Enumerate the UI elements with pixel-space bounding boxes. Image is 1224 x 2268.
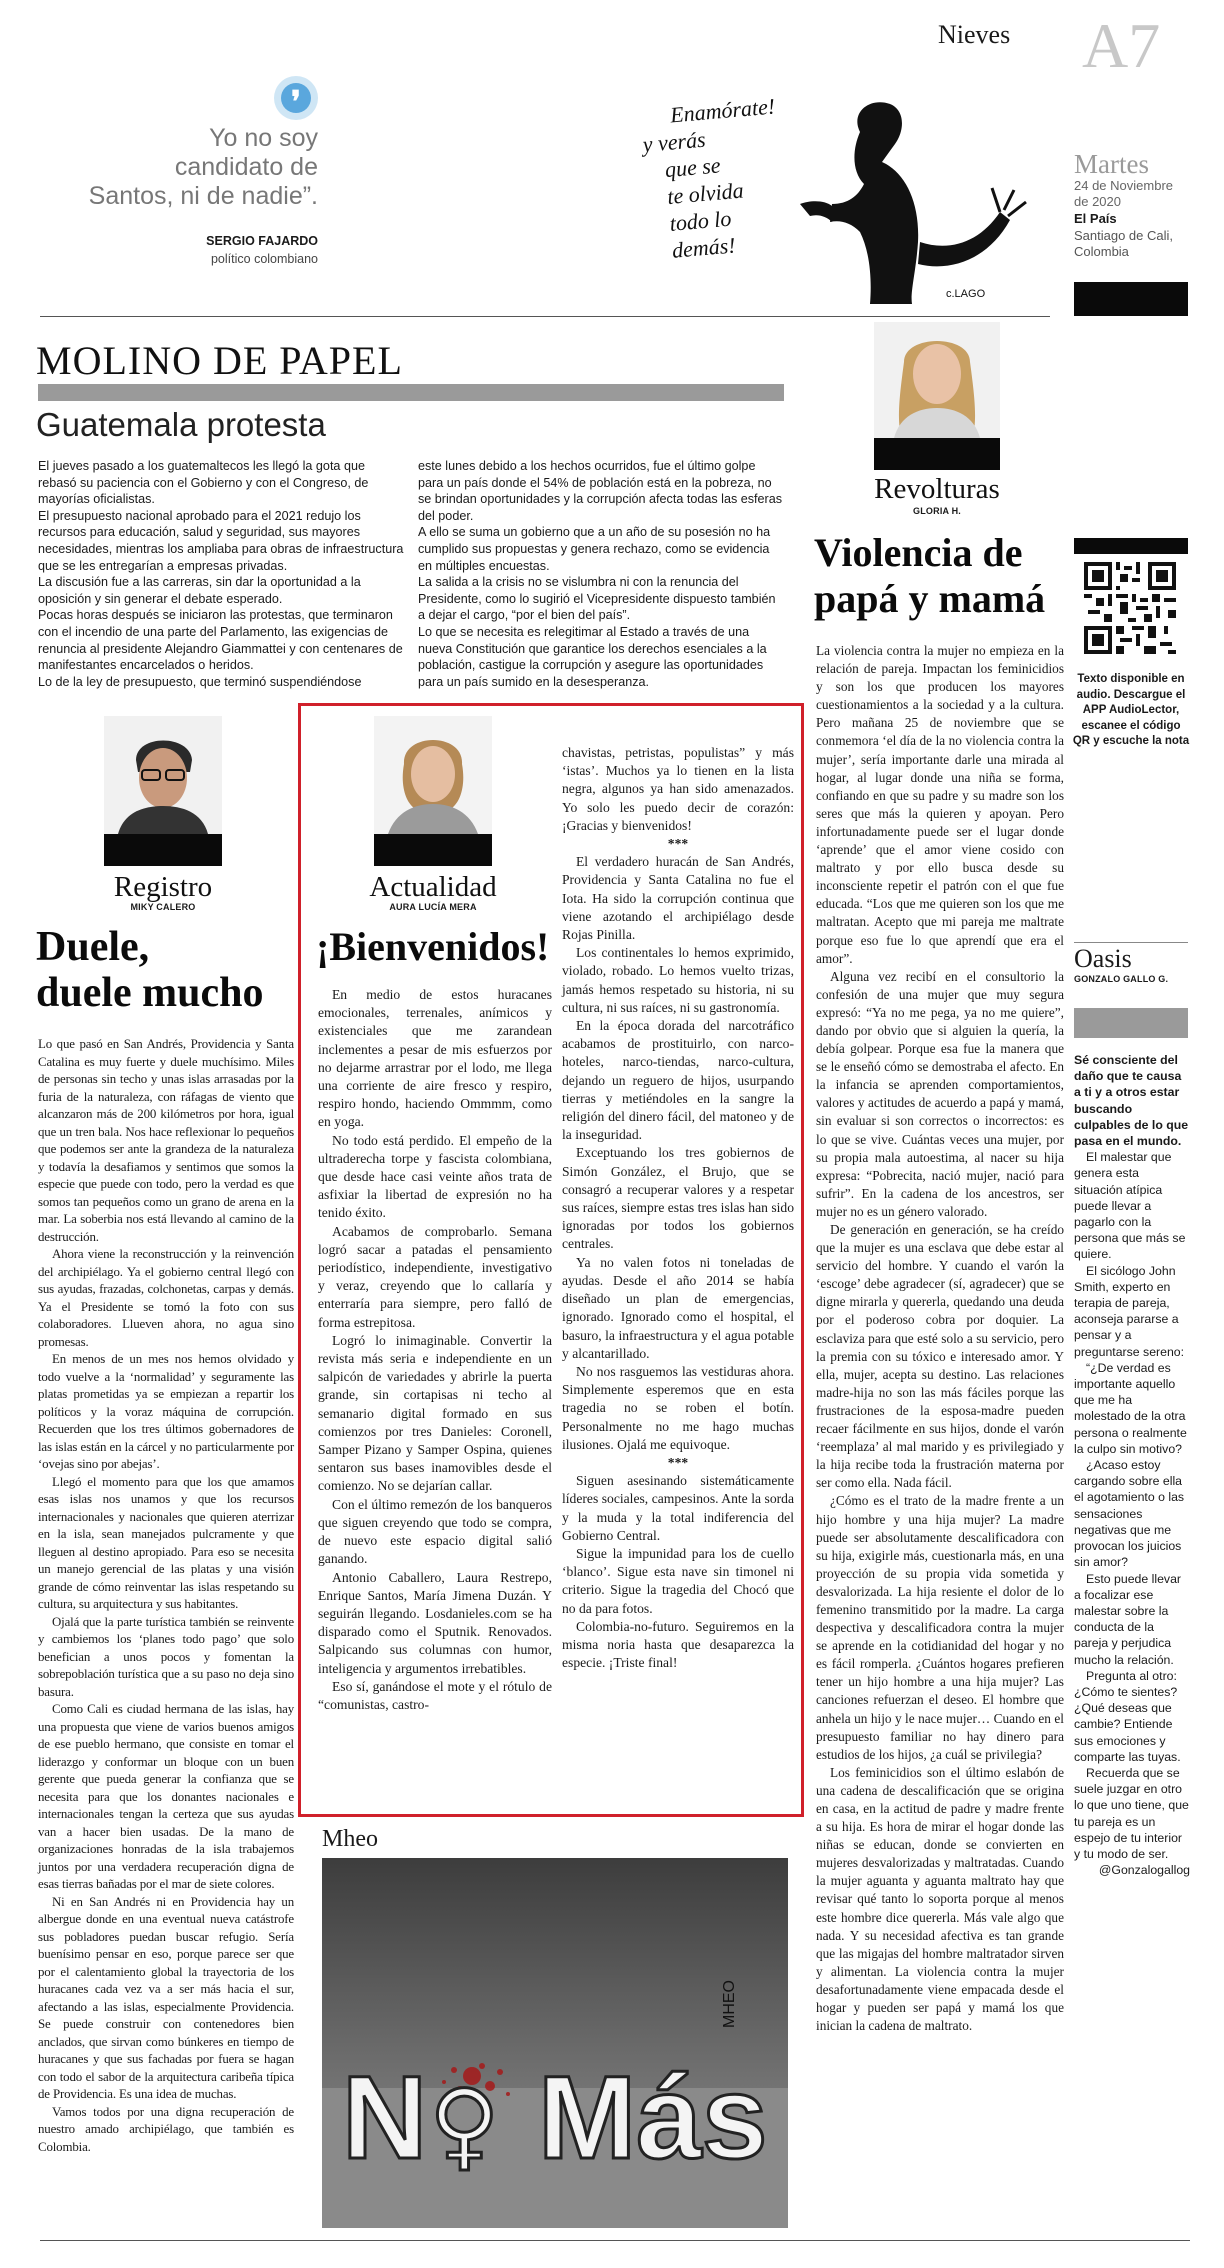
oasis-p: Recuerda que se suele juzgar en otro lo que uno tiene, que tu pareja es un espejo de tu interior y tu modo de ser.: [1074, 1765, 1189, 1861]
oasis-handle: @Gonzalogallog: [1098, 1863, 1190, 1878]
header-divider: [40, 316, 1050, 317]
mheo-cartoon: [322, 1858, 788, 2228]
actualidad-p: Exceptuando los tres gobiernos de Simón González, el Brujo, que se consagró a recuperar valores y a respetar sus raíces, siempre estas tres islas han sido ignoradas por todos los gobiernos centrales.: [562, 1145, 794, 1252]
oasis-p: ¿Acaso estoy cargando sobre ella el agotamiento o las sensaciones negativas que me provocan los juicios sin amor?: [1074, 1458, 1185, 1570]
actualidad-p: Los continentales lo hemos exprimido, violado, robado. Lo hemos vuelto trizas, jamás hemos respetado su historia, ni su cultura, ni sus raíces, ni su gastronomía.: [562, 945, 794, 1015]
actualidad-p: Antonio Caballero, Laura Restrepo, Enrique Santos, María Jimena Duzán. Y seguirán llegando. Losdanieles.com se ha disparado como el Sputnik. Renovados. Salpicando sus columnas con humor, inteligencia y argumentos irrebatibles.: [318, 1569, 552, 1676]
actualidad-p: No nos rasguemos las vestiduras ahora. Simplemente esperemos que en esta tragedia no se roben el botín. Personalmente no me hago muchas ilusiones. Ojalá me equivoque.: [562, 1363, 794, 1452]
molino-p: Lo que se necesita es relegitimar al Estado a través de una nueva Constitución que garantice los derechos esenciales a la población, castigue la corrupción y asegure las oportunidades para un país sumido en la desesperanza.: [418, 624, 767, 689]
registro-p: Vamos todos por una digna recuperación de nuestro amado archipiélago, que también es Colombia.: [38, 2104, 294, 2154]
section-separator: ***: [667, 836, 689, 852]
molino-p: este lunes debido a los hechos ocurridos, fue el último golpe para un país donde el 54% de población está en la pobreza, no se brindan oportunidades y la corrupción afecta todas las esferas del poder.: [418, 459, 783, 523]
actualidad-p: Siguen asesinando sistemáticamente líderes sociales, campesinos. Ante la sorda y la muda y la total indiferencia del Gobierno Central.: [562, 1473, 794, 1543]
oasis-column-name: Oasis: [1074, 944, 1132, 973]
molino-p: El presupuesto nacional aprobado para el 2021 redujo los recursos para educación, salud y seguridad, sus mayores necesidades, mientras los ampliaba para obras de infraestructura que se les entregarían a empresas privadas.: [38, 508, 404, 573]
aura-photo-bar: [374, 834, 492, 866]
revolturas-p: La violencia contra la mujer no empieza en la relación de pareja. Impactan los feminicidios y son los que producen los mayores cuestionamientos a la sociedad y a la cultura. Pero mañana 25 de noviembre que se conmemora ‘el día de la no violencia contra la mujer’, sería importante darle una mirada al hogar, al lugar donde una niña se forma, confiando en que su padre y su madre son los seres que más la quieren y apoyan. Pero infortunadamente puede ser el lugar donde ‘aprende’ que el amor viene cosido con maltrato y por ello busca desde su inconsciente repetir el patrón con el que fue educada. “Los que me quieren son los que me maltratan. Acepto que mi pareja me maltrate porque eso fue lo que aprendí que era el amor”.: [816, 643, 1064, 966]
actualidad-p: El verdadero huracán de San Andrés, Providencia y Santa Catalina no fue el Iota. Ha sido la corrupción continua que viene azotando el archipiélago desde Rojas Pinilla.: [562, 854, 794, 943]
cartoon-no-text: [342, 2052, 502, 2185]
molino-subtitle: Guatemala protesta: [36, 406, 326, 443]
actualidad-p: chavistas, petristas, populistas” y más ‘istas’. Muchos ya lo tienen en la lista negra, algunos ya han sido amenazados. Yo solo les puedo decir de corazón: ¡Gracias y bienvenidos!: [562, 745, 794, 833]
oasis-lead: Sé consciente del daño que te causa a ti y a otros estar buscando culpables de lo que pasa en el mundo.: [1074, 1053, 1189, 1149]
cartoon-line-5: todo lo: [668, 205, 733, 236]
registro-headline-2: duele mucho: [36, 970, 264, 1016]
actualidad-col-2: [562, 744, 794, 1672]
molino-col-2: [418, 458, 784, 690]
oasis-p: Pregunta al otro: ¿Cómo te sientes? ¿Qué deseas que cambie? Entiende sus emociones y comparte las tuyas.: [1074, 1668, 1181, 1764]
actualidad-p: Con el último remezón de los banqueros que siguen creyendo que todo se compra, de nuevo este espacio digital salió ganando.: [318, 1496, 552, 1567]
qr-code[interactable]: [1084, 562, 1176, 654]
cartoon-line-4: te olvida: [666, 177, 745, 210]
molino-p: La salida a la crisis no se vislumbra ni con la renuncia del Presidente, como lo sugirió el Vicepresidente dispuesto también a dejar el cargo, “por el bien del país”.: [418, 575, 776, 623]
molino-p: La discusión fue a las carreras, sin dar la oportunidad a la oposición y sin generar el debate esperado.: [38, 575, 361, 606]
revolturas-headline-1: Violencia de: [814, 530, 1023, 575]
miky-photo-bar: [104, 834, 222, 866]
molino-grey-bar: [38, 384, 784, 401]
newspaper-name: El País: [1074, 211, 1117, 226]
actualidad-p: Ya no valen fotos ni toneladas de ayudas. Desde el año 2014 se había diseñado un plan de emergencias, ignorado. Ignorado como el hospital, el basuro, la infraestructura y el agua potable y alcantarillado.: [562, 1254, 794, 1361]
actualidad-p: Eso sí, ganándose el mote y el rótulo de “comunistas, castro-: [318, 1678, 552, 1712]
footer-divider: [40, 2240, 1190, 2241]
registro-p: Ni en San Andrés ni en Providencia hay un albergue donde en una eventual nueva catástrofe sus pobladores puedan buscar refugio. Sería buenísimo pensar en eso, porque parece ser que por el calentamiento global la trayectoria de los huracanes cada vez va a ser más hacia el sur, afectando a las islas, especialmente Providencia. Se puede construir con contenedores bien anclados, que sirvan como búnkeres en tiempo de huracanes y que sus fachadas por fuera se hagan con todo el sabor de la arquitectura caribeña típica de Providencia. Es una idea de muchas.: [38, 1894, 294, 2101]
gloria-photo: [874, 322, 1000, 438]
revolturas-headline: [814, 530, 1064, 622]
cartoon-mas-text: Más: [538, 2052, 768, 2184]
quote-line-1: Yo no soy: [209, 124, 318, 152]
revolturas-column-name: Revolturas: [874, 473, 1000, 505]
quote-text: [40, 124, 318, 211]
registro-p: Como Cali es ciudad hermana de las islas, hay una propuesta que viene de varios buenos amigos de ese pueblo hermano, que consiste en tomar el liderazgo y conformar un bloque con un buen gerente que pueda generar la confianza que se necesita para que los donantes nacionales e internacionales tengan la certeza que sus ayudas van a hacer bien usadas. De la mano de organizaciones honradas de la isla trabajemos juntos por una verdadera recuperación digna de esas tierras bañadas por el mar de siete colores.: [38, 1702, 294, 1891]
revolturas-body: [816, 642, 1064, 2035]
date-black-bar: [1074, 282, 1188, 316]
oasis-author: GONZALO GALLO G.: [1074, 974, 1169, 984]
oasis-p: Esto puede llevar a focalizar ese malestar sobre la conducta de la pareja y perjudica mucho la relación.: [1074, 1571, 1182, 1667]
revolturas-p: ¿Cómo es el trato de la madre frente a un hijo hombre y una hija mujer? La madre puede ser absolutamente descalificadora con su hija, exigirle más, cuestionarla más, en una proyección de su propia vida sometida y desvalorizada. La hija resiente el dolor de lo femenino transmitido por la madre. La carga despectiva y descalificadora contra la mujer se aprende en la cotidianidad del hogar y no es fácil romperla. ¿Cuántos hogares prefieren tener un hijo hombre a una hija mujer? Las canciones refuerzan el deseo. El hombre que anhela un hijo y le nace mujer… Cuando en el presupuesto familiar no hay dinero para estudios de los hijos, ¿a cuál se privilegia?: [816, 1493, 1064, 1762]
registro-author: MIKY CALERO: [130, 902, 196, 912]
quote-line-3: Santos, ni de nadie”.: [88, 182, 318, 210]
cartoon-line-3: que se: [663, 152, 722, 183]
page-number: A7: [1082, 10, 1161, 81]
actualidad-author: AURA LUCÍA MERA: [389, 902, 477, 912]
oasis-body: [1074, 1052, 1190, 1878]
actualidad-p: En medio de estos huracanes emocionales, terrenales, anímicos y existenciales que me zarandean inclementes a pesar de mis esfuerzos por no dejarme arrastrar por el lodo, me llega una corriente de aire fresco y respiro, respiro hondo, haciendo Ommmm, como en yoga.: [318, 987, 552, 1130]
actualidad-headline: ¡Bienvenidos!: [316, 924, 550, 969]
cartoon-line-6: demás!: [670, 232, 737, 263]
registro-p: En menos de un mes nos hemos olvidado y todo vuelve a la ‘normalidad’ y seguramente las platas prometidas ya se empiezan a repartir los políticos y la voraz máquina de corrupción. Recuerden que los tres últimos gobernadores de las islas están en la cárcel y no particularmente por ‘ovejas sino por abejas’.: [38, 1352, 294, 1471]
top-cartoon: [620, 92, 1050, 304]
actualidad-p: Sigue la impunidad para los de cuello ‘blanco’. Sigue esta nave sin timonel ni criterio. Sigue la tragedia del Chocó que no da para fotos.: [562, 1545, 794, 1616]
section-name: Nieves: [938, 20, 1011, 49]
cartoon-line-2: y verás: [641, 126, 707, 157]
oasis-divider: [1074, 942, 1188, 943]
actualidad-column-name: Actualidad: [369, 871, 497, 903]
oasis-grey-bar: [1074, 1008, 1188, 1038]
section-separator: ***: [667, 1454, 689, 1470]
actualidad-p: En la época dorada del narcotráfico acabamos de prostituirlo, con narco-hoteles, narco-tiendas, narco-cultura, dejando un reguero de hijos, usurpando tierras y metiéndoles en la sangre la religión del dinero fácil, del matoneo y de la inseguridad.: [562, 1018, 794, 1143]
registro-headline: [36, 924, 296, 1016]
molino-p: Pocas horas después se iniciaron las protestas, que terminaron con el incendio de una parte del Parlamento, las exigencias de renuncia al presidente Alejandro Giammattei y con centenares de manifestantes encarcelados o heridos.: [38, 608, 403, 673]
registro-p: Lo que pasó en San Andrés, Providencia y Santa Catalina es muy fuerte y duele muchísimo. Miles de personas sin techo y unas islas arrasadas por la furia de la naturaleza, con ráfagas de viento que alcanzaron más de 200 kilómetros por hora, igual que un tren bala. Nos hace reflexionar lo pequeños que podemos ser ante la grandeza de la naturaleza y todavía la desafiamos y sentimos que somos la especie que puede con todo, pero la verdad es que somos tan pequeños como un grano de arena en la mar. La soberbia nos está llevando al camino de la destrucción.: [38, 1037, 294, 1244]
quote-author-role: político colombiano: [210, 252, 318, 266]
date-line-1: 24 de Noviembre: [1074, 178, 1173, 193]
molino-col-1: [38, 458, 404, 690]
oasis-p: El malestar que genera esta situación atípica puede llevar a pagarlo con la persona que más se quiere.: [1074, 1150, 1186, 1262]
quote-author: SERGIO FAJARDO: [206, 234, 318, 248]
miky-photo: [104, 716, 222, 834]
revolturas-headline-2: papá y mamá: [814, 576, 1046, 621]
date-block: [1074, 150, 1214, 260]
gloria-photo-bar: [874, 438, 1000, 470]
actualidad-p: Acabamos de comprobarlo. Semana logró sacar a patadas el pensamiento periodístico, independiente, investigativo y veraz, creyendo que lo callaría y enterraría para siempre, pero falló de forma estrepitosa.: [318, 1223, 552, 1330]
registro-p: Ahora viene la reconstrucción y la reinvención del archipiélago. Ya el gobierno central llegó con sus ayudas, frazadas, colchonetas, carpas y demás. Ya el Presidente se tomó la foto con sus colaboradores. Llueven ahora, no agua sino promesas.: [38, 1247, 294, 1349]
actualidad-p: No todo está perdido. El empeño de la ultraderecha torpe y fascista colombiana, que desde hace casi veinte años trata de asfixiar la libertad de expresión no ha tenido éxito.: [318, 1132, 552, 1221]
quote-line-2: candidato de: [174, 153, 318, 181]
actualidad-p: Colombia-no-futuro. Seguiremos en la misma noria hasta que desaparezca la especie. ¡Triste final!: [562, 1618, 794, 1671]
molino-p: Lo de la ley de presupuesto, que terminó suspendiéndose: [38, 674, 362, 689]
city-line-1: Santiago de Cali,: [1074, 228, 1174, 243]
molino-title: MOLINO DE PAPEL: [36, 338, 403, 383]
mheo-label: Mheo: [322, 1826, 378, 1852]
revolturas-p: Alguna vez recibí en el consultorio la confesión de una mujer que muy segura expresó: “Ya no me pega, ya no me quiere”, dando por obvio que si alguien la quería, la debía golpear. Porque esa fue la manera que se le enseñó cómo se demostraba el afecto. En la infancia se aprenden comportamientos, valores y actitudes de acuerdo a papá y mamá, sin evaluar si son correctos o incorrectos: es lo que se vive. Cuántas veces una mujer, por su propia mala autoestima, al nacer su hija expresa: “Pobrecita, nació mujer, nació para sufrir”. En la cadena de los ancestros, ser mujer no es un género valorado.: [816, 968, 1064, 1219]
actualidad-col-1: [318, 986, 552, 1714]
molino-p: El jueves pasado a los guatemaltecos les llegó la gota que rebasó su paciencia con el Gobierno y con el Congreso, de mayorías oficialistas.: [38, 459, 369, 507]
oasis-p: El sicólogo John Smith, experto en terapia de pareja, aconseja pararse a pensar y a preguntarse sereno:: [1074, 1263, 1185, 1359]
audio-top-bar: [1074, 538, 1188, 554]
registro-column-name: Registro: [113, 871, 213, 903]
cartoon-line-1: Enamórate!: [669, 93, 777, 128]
registro-body: [38, 1036, 294, 2156]
date-line-2: de 2020: [1074, 194, 1121, 209]
mheo-signature: MHEO: [721, 1980, 738, 2028]
qr-code-graphic: [1084, 562, 1176, 654]
audio-note: Texto disponible en audio. Descargue el APP AudioLector, escanee el código QR y escuche la nota: [1072, 673, 1190, 747]
quote-icon: ❜: [274, 76, 318, 120]
aura-photo: [374, 716, 492, 834]
registro-p: Llegó el momento para que los que amamos esas islas nos unamos y que los recursos internacionales y nacionales que quieren aterrizar en la isla, sean manejados pulcramente y que lleguen al destino apropiado. Para eso se necesita un manejo gerencial de las platas y una visión grande de cómo reinventar las islas respetando su cultura, su arquitectura y sus habitantes.: [38, 1474, 294, 1611]
weekday: Martes: [1074, 149, 1149, 179]
revolturas-author: GLORIA H.: [913, 506, 961, 516]
revolturas-p: Los feminicidios son el último eslabón de una cadena de descalificación que se origina en casa, en la actitud de padre y madre frente a su hija. Es hora de mirar el hogar donde las niñas se educan, donde se convierten en mujeres desvalorizadas y maltratadas. Cuando la mujer aguanta y aguanta maltrato hay que revisar qué tanto lo soporta porque al menos este hombre dice quererla. Más vale algo que nada. Y su necesidad afectiva es tan grande que las migajas del hombre maltratador sirven y alimentan. La violencia contra la mujer desafortunadamente viene empacada desde el hogar y pueden ser papá y mamá los que inician la cadena de maltrato.: [816, 1764, 1064, 2034]
registro-headline-1: Duele,: [36, 924, 150, 970]
molino-p: A ello se suma un gobierno que a un año de su posesión no ha cumplido sus propuestas y genera rechazo, como se evidencia en múltiples encuestas.: [418, 525, 771, 573]
revolturas-p: De generación en generación, se ha creído que la mujer es una esclava que debe estar al servicio del hombre. Y cuando el varón la ‘escoge’ debe agradecer (sí, agradecer) que se digne mirarla y quererla, quedando una deuda por el poderoso cobra por doquier. La esclaviza para que esté solo a su servicio, pero la premia con su tóxico e interesado amor. Y ella, mujer, acepta su destino. Las relaciones madre-hija no son las más fáciles porque las frustraciones de la esposa-madre pueden recaer fácilmente en sus hijos, donde el varón ‘reemplaza’ al mal marido y es privilegiado y la hija recibe toda la frustración materna por ser como ella. Nada fácil.: [816, 1222, 1064, 1491]
top-cartoon-signature: c.LAGO: [946, 288, 986, 300]
city-line-2: Colombia: [1074, 244, 1129, 259]
cartoon-letter-n: N: [342, 2052, 430, 2184]
oasis-p: “¿De verdad es importante aquello que me ha molestado de la otra persona o realmente la culpo sin motivo?: [1074, 1360, 1187, 1456]
female-symbol-icon: ♀: [429, 2069, 502, 2181]
registro-p: Ojalá que la parte turística también se reinvente y cambiemos los ‘planes todo pago’ que solo benefician a unos pocos y fomentan la sobrepoblación turística que a su paso no deja sino basura.: [38, 1614, 294, 1699]
actualidad-p: Logró lo inimaginable. Convertir la revista más seria e independiente en un salpicón de variedades y abrirle la puerta grande, sin cortapisas ni techo al semanario digital formado en sus comienzos por tres Danieles: Coronell, Samper Pizano y Samper Ospina, quienes sentaron sus bases inamovibles desde el comienzo. No se dejarían callar.: [318, 1332, 552, 1494]
